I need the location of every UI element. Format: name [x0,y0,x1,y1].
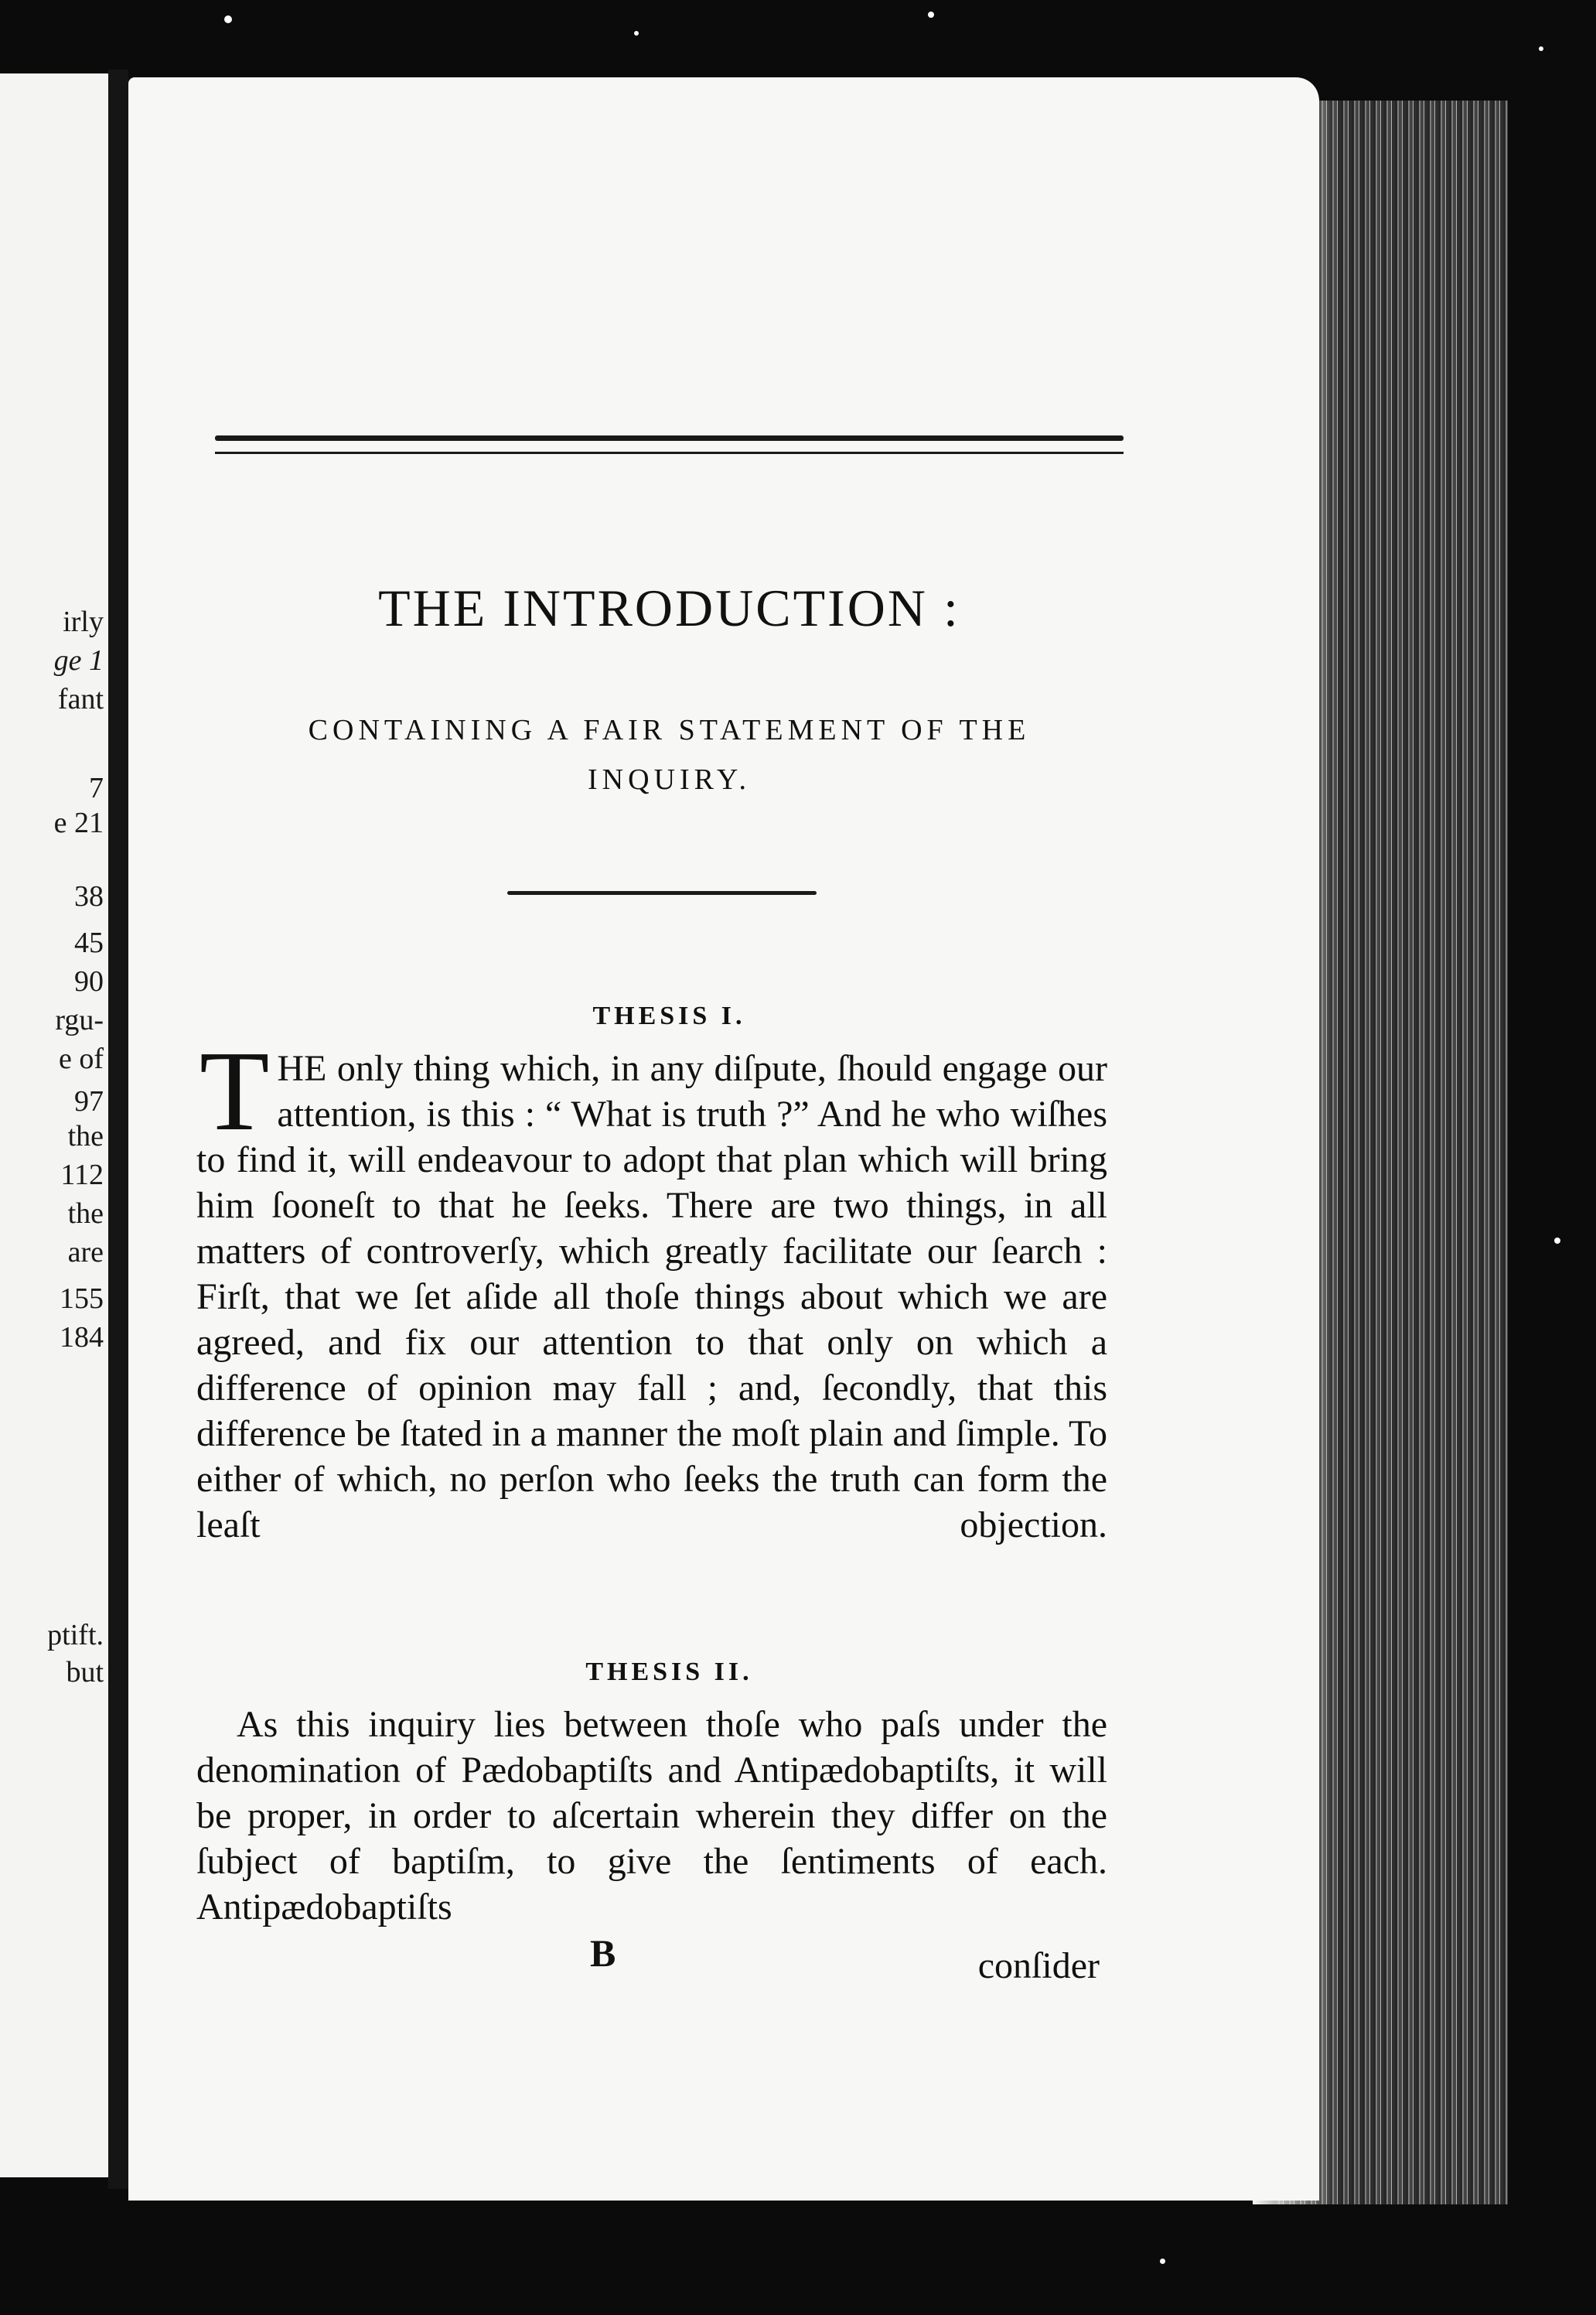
page-title: THE INTRODUCTION : [378,579,960,637]
dust-speck [224,15,232,23]
prev-fragment: 38 [74,880,104,913]
subtitle-line-1: CONTAINING A FAIR STATEMENT OF THE [308,714,1031,746]
dust-speck [634,31,639,36]
top-rule [215,435,1124,441]
page-subtitle [207,705,1131,804]
prev-fragment: 7 [89,772,104,804]
drop-cap: T [200,1028,270,1155]
thesis-1-paragraph [196,1028,1107,1548]
prev-fragment: 90 [74,965,104,998]
previous-page-strip [0,73,108,2177]
prev-fragment: 45 [74,927,104,959]
thesis-2-paragraph [196,1702,1107,1930]
subtitle-line-2: INQUIRY. [588,763,751,796]
prev-fragment: the [67,1197,104,1230]
prev-fragment: are [67,1236,104,1268]
prev-fragment: 112 [60,1159,104,1191]
prev-fragment: ptift. [47,1619,104,1651]
prev-fragment: 184 [60,1321,104,1354]
catchword: conſider [977,1945,1100,1986]
top-rule-thin [215,452,1124,454]
prev-fragment: rgu- [55,1004,104,1036]
dust-speck [928,12,934,18]
signature-mark: B [590,1931,616,1975]
thesis-2-heading: THESIS II. [585,1658,753,1686]
page-edge-fade [1253,101,1338,2204]
thesis-1-text: HE only thing which, in any diſpute, ſhould engage our attention, is this : “ What is truth ?” And he who wiſhes to find it, will endeavour to adopt that plan which will bring him ſooneſt to that he ſeeks. There are two things, in all matters of controverſy, which greatly facilitate our ſearch : Firſt, that we ſet aſide all thoſe things about which we are agreed, and fix our attention to that only on which a difference of opinion may fall ; and, ſecondly, that this difference be ſtated in a manner the moſt plain and ſimple. To either of which, no perſon who ſeeks the truth can form the leaſt objection. [196,1048,1107,1545]
dust-speck [1539,46,1543,51]
prev-fragment: e 21 [53,807,104,839]
divider-rule [507,891,817,895]
thesis-1-heading: THESIS I. [592,1002,746,1030]
dust-speck [1160,2259,1165,2264]
prev-fragment: ge 1 [53,644,104,677]
dust-speck [1554,1238,1560,1244]
prev-fragment: 97 [74,1085,104,1118]
prev-fragment: e of [58,1043,104,1075]
prev-fragment: but [66,1656,104,1688]
prev-fragment: fant [57,683,104,715]
prev-fragment: the [67,1120,104,1152]
prev-fragment: 155 [60,1282,104,1315]
thesis-2-text: As this inquiry lies between thoſe who paſs under the denomination of Pædobaptiſts and Antipædobaptiſts, it will be proper, in order to aſcertain wherein they differ on the ſubject of baptiſm, to give the ſentiments of each. Antipædobaptiſts [196,1704,1107,1927]
prev-fragment: irly [63,606,104,638]
book-gutter [108,70,128,2189]
